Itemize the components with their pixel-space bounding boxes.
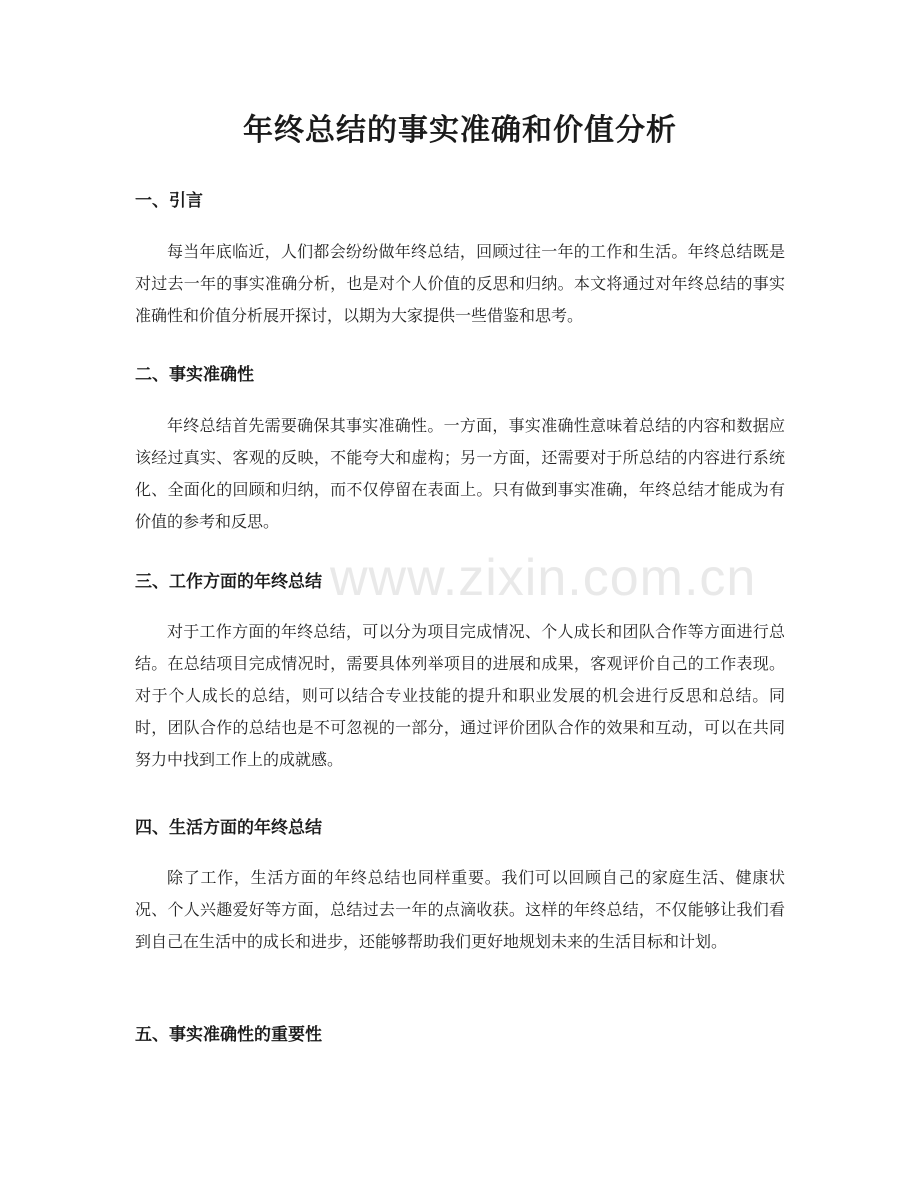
section-heading-life-summary: 四、生活方面的年终总结 [135, 818, 322, 838]
section-heading-factual-accuracy: 二、事实准确性 [135, 365, 254, 385]
section-paragraph-introduction: 每当年底临近，人们都会纷纷做年终总结，回顾过往一年的工作和生活。年终总结既是对过去一年的事实准确分析，也是对个人价值的反思和归纳。本文将通过对年终总结的事实准确性和价值分析展开探讨，以期为大家提供一些借鉴和思考。 [135, 242, 785, 325]
section-paragraph-life-summary: 除了工作，生活方面的年终总结也同样重要。我们可以回顾自己的家庭生活、健康状况、个人兴趣爱好等方面，总结过去一年的点滴收获。这样的年终总结，不仅能够让我们看到自己在生活中的成长和进步，还能够帮助我们更好地规划未来的生活目标和计划。 [135, 868, 785, 951]
section-heading-work-summary: 三、工作方面的年终总结 [135, 572, 322, 592]
section-heading-importance-of-accuracy: 五、事实准确性的重要性 [135, 1025, 322, 1045]
watermark-text: www.zixin.com.cn [330, 549, 757, 607]
page-title: 年终总结的事实准确和价值分析 [243, 113, 677, 148]
section-paragraph-factual-accuracy: 年终总结首先需要确保其事实准确性。一方面，事实准确性意味着总结的内容和数据应该经过真实、客观的反映，不能夸大和虚构；另一方面，还需要对于所总结的内容进行系统化、全面化的回顾和归纳，而不仅停留在表面上。只有做到事实准确，年终总结才能成为有价值的参考和反思。 [135, 416, 785, 531]
section-heading-introduction: 一、引言 [135, 191, 203, 211]
section-paragraph-work-summary: 对于工作方面的年终总结，可以分为项目完成情况、个人成长和团队合作等方面进行总结。在总结项目完成情况时，需要具体列举项目的进展和成果，客观评价自己的工作表现。对于个人成长的总结，则可以结合专业技能的提升和职业发展的机会进行反思和总结。同时，团队合作的总结也是不可忽视的一部分，通过评价团队合作的效果和互动，可以在共同努力中找到工作上的成就感。 [135, 622, 785, 769]
